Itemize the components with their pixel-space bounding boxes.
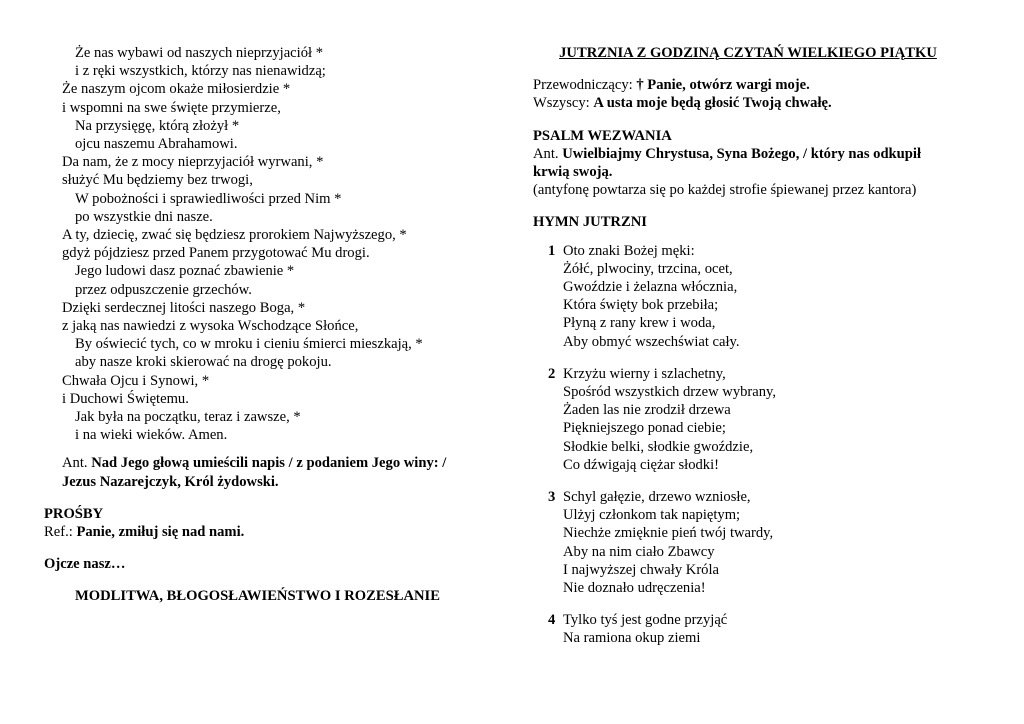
canticle-line: i wspomni na swe święte przymierze, (62, 99, 281, 116)
right-column (533, 44, 1003, 648)
page-title: JUTRZNIA Z GODZINĄ CZYTAŃ WIELKIEGO PIĄTKU (559, 45, 937, 61)
hymn-line-text: Oto znaki Bożej męki: (562, 242, 695, 259)
hymn-line: Na ramiona okup ziemi (563, 630, 701, 647)
canticle-line: W pobożności i sprawiedliwości przed Nim * (75, 190, 342, 207)
canticle-line: i na wieki wieków. Amen. (75, 427, 228, 444)
hymn-line: Żółć, plwociny, trzcina, ocet, (563, 260, 733, 277)
psalm-antiphon-line-1 (533, 145, 1003, 163)
psalm-ant-text-2: krwią swoją. (533, 164, 613, 181)
hymn-line-text: Krzyżu wierny i szlachetny, (562, 365, 726, 382)
refrain-prefix: Ref.: (44, 524, 73, 541)
psalm-ant-text-1: Uwielbiajmy Chrystusa, Syna Bożego, / który nas odkupił (562, 145, 922, 162)
hymn-line (548, 242, 1003, 260)
psalm-ant-prefix: Ant. (533, 145, 559, 162)
psalm-note: (antyfonę powtarza się po każdej strofie śpiewanej przez kantora) (533, 182, 917, 199)
hymn-line-text: Schyl gałęzie, drzewo wzniosłe, (562, 489, 751, 506)
antiphon-text-2: Jezus Nazarejczyk, Król żydowski. (62, 473, 279, 490)
antiphon-text-1: Nad Jego głową umieścili napis / z podaniem Jego winy: / (91, 455, 447, 472)
dialogue-text: A usta moje będą głosić Twoją chwałę. (593, 95, 832, 112)
canticle-line: przez odpuszczenie grzechów. (75, 281, 252, 298)
canticle-line: po wszystkie dni nasze. (75, 208, 213, 225)
hymn-line (548, 365, 1003, 383)
final-section-title: MODLITWA, BŁOGOSŁAWIEŃSTWO I ROZESŁANIE (75, 588, 440, 605)
stanza-number: 1 (548, 242, 556, 259)
prosby-section (44, 505, 512, 606)
hymn-stanza (548, 242, 1003, 351)
hymn-stanza (548, 611, 1003, 647)
canticle-line: i z ręki wszystkich, którzy nas nienawidzą; (75, 63, 326, 80)
canticle-text (62, 44, 512, 444)
dialogue-line (533, 76, 1003, 94)
hymn-line: Słodkie belki, słodkie gwoździe, (563, 438, 754, 455)
canticle-line: A ty, dziecię, zwać się będziesz prorokiem Najwyższego, * (62, 227, 407, 244)
hymn-line: Aby obmyć wszechświat cały. (563, 333, 740, 350)
left-column (44, 44, 512, 606)
prosby-refrain (44, 523, 512, 541)
canticle-line: aby nasze kroki skierować na drogę pokoju. (75, 354, 332, 371)
canticle-line: Da nam, że z mocy nieprzyjaciół wyrwani, * (62, 154, 324, 171)
canticle-line: i Duchowi Świętemu. (62, 390, 189, 407)
psalm-heading: PSALM WEZWANIA (533, 127, 672, 144)
hymn-line: Aby na nim ciało Zbawcy (563, 543, 715, 560)
stanza-number: 2 (548, 365, 556, 382)
canticle-line: gdyż pójdziesz przed Panem przygotować Mu drogi. (62, 245, 370, 262)
psalm-antiphon-line-2 (533, 163, 1003, 181)
hymn-line: Co dźwigają ciężar słodki! (563, 456, 720, 473)
canticle-line: z jaką nas nawiedzi z wysoka Wschodzące Słońce, (62, 318, 359, 335)
canticle-line: Na przysięgę, którą złożył * (75, 117, 240, 134)
antiphon-line-2 (62, 473, 512, 491)
hymn-line (548, 488, 1003, 506)
opening-dialogue (533, 76, 1003, 112)
canticle-line: Jak była na początku, teraz i zawsze, * (75, 409, 301, 426)
prosby-heading: PROŚBY (44, 505, 104, 522)
hymn-line: Żaden las nie zrodził drzewa (563, 402, 731, 419)
canticle-line: Że nas wybawi od naszych nieprzyjaciół * (75, 45, 324, 61)
canticle-line: Chwała Ojcu i Synowi, * (62, 372, 210, 389)
dialogue-text: † Panie, otwórz wargi moje. (636, 77, 810, 94)
hymn-line: Piękniejszego ponad ciebie; (563, 420, 726, 437)
stanza-number: 4 (548, 612, 556, 629)
hymn-line: Gwoździe i żelazna włócznia, (563, 279, 738, 296)
antiphon-prefix: Ant. (62, 455, 88, 472)
canticle-line: ojcu naszemu Abrahamowi. (75, 136, 238, 153)
canticle-line: Jego ludowi dasz poznać zbawienie * (75, 263, 295, 280)
hymn-line (548, 611, 1003, 629)
hymn-stanza (548, 488, 1003, 597)
stanza-number: 3 (548, 489, 556, 506)
hymn-stanzas (533, 242, 1003, 648)
dialogue-line (533, 94, 1003, 112)
speaker-label: Przewodniczący: (533, 77, 633, 94)
hymn-line: Płyną z rany krew i woda, (563, 315, 716, 332)
hymn-line: Nie doznało udręczenia! (563, 580, 706, 597)
ojcze-nasz: Ojcze nasz… (44, 556, 126, 573)
hymn-line: Niechże zmięknie pień twój twardy, (563, 525, 774, 542)
hymn-heading: HYMN JUTRZNI (533, 214, 647, 231)
hymn-line: I najwyższej chwały Króla (563, 561, 720, 578)
canticle-line: By oświecić tych, co w mroku i cieniu śmierci mieszkają, * (75, 336, 423, 353)
refrain-text: Panie, zmiłuj się nad nami. (76, 524, 245, 541)
hymn-line: Która święty bok przebiła; (563, 297, 719, 314)
canticle-line: Że naszym ojcom okaże miłosierdzie * (62, 81, 291, 98)
hymn-line-text: Tylko tyś jest godne przyjąć (562, 612, 728, 629)
speaker-label: Wszyscy: (533, 95, 590, 112)
canticle-line: Dzięki serdecznej litości naszego Boga, * (62, 299, 306, 316)
hymn-line: Spośród wszystkich drzew wybrany, (563, 384, 777, 401)
antiphon-line-1 (62, 454, 512, 472)
hymn-line: Ulżyj członkom tak napiętym; (563, 507, 741, 524)
hymn-stanza (548, 365, 1003, 474)
canticle-line: służyć Mu będziemy bez trwogi, (62, 172, 253, 189)
